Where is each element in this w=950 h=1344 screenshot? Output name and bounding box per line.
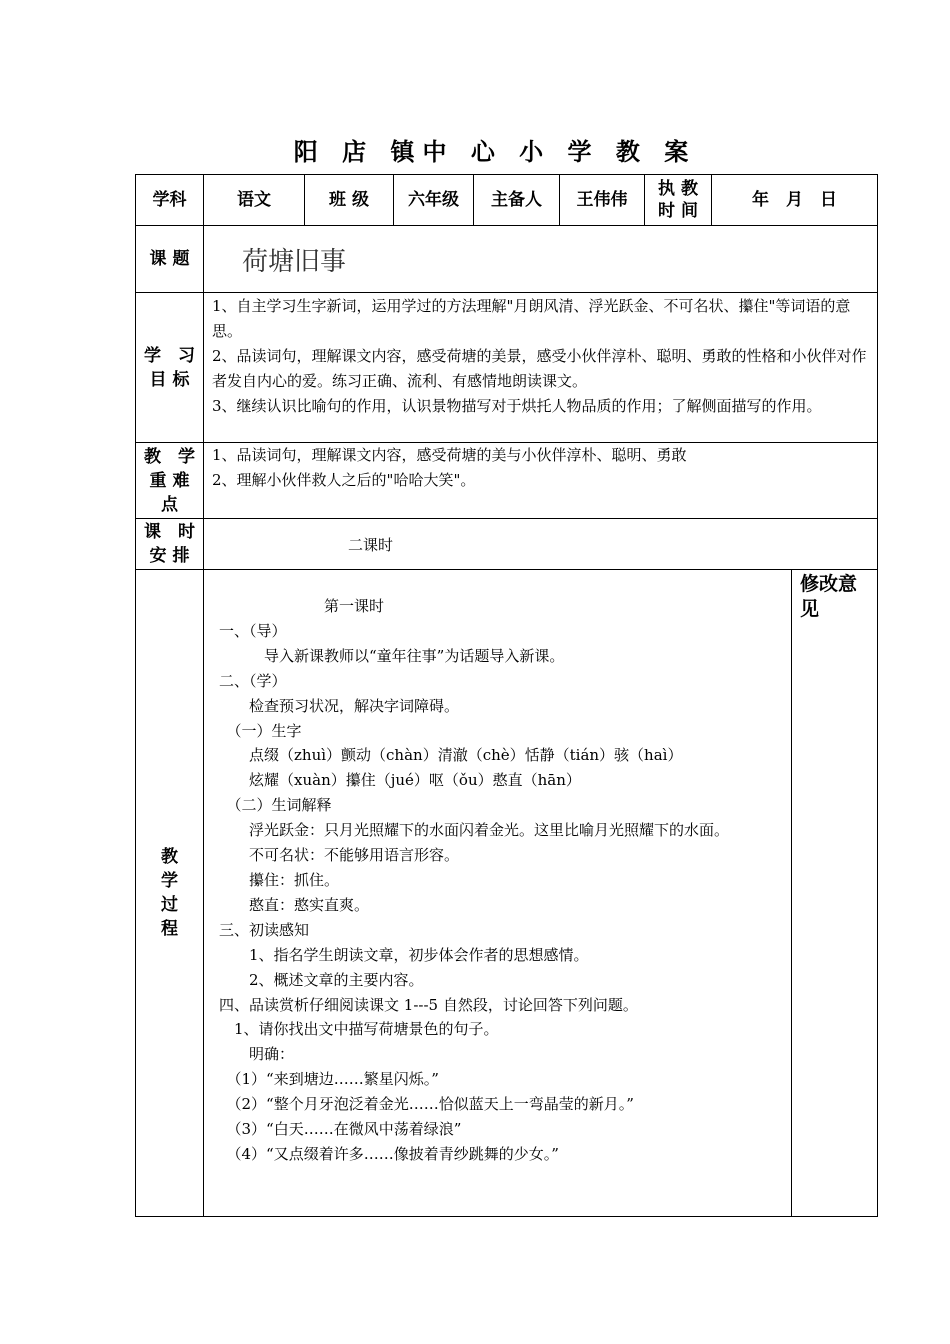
- process-line: 三、初读感知: [204, 920, 310, 939]
- process-line: 第一课时: [204, 597, 385, 615]
- schedule-value: 二课时: [204, 519, 878, 570]
- objective-item: 1、自主学习生字新词，运用学过的方法理解"月朗风清、浮光跃金、不可名状、攥住"等词语的意思。: [212, 297, 851, 340]
- key-point-item: 2、理解小伙伴救人之后的"哈哈大笑"。: [212, 471, 476, 489]
- objectives-label-line-2: 目 标: [149, 369, 190, 390]
- process-line: 攥住：抓住。: [204, 870, 340, 889]
- process-line: 1、请你找出文中描写荷塘景色的句子。: [204, 1020, 499, 1039]
- process-line: （1）“来到塘边……繁星闪烁。”: [204, 1070, 439, 1089]
- page-title: 阳 店 镇中 心 小 学 教 案: [293, 138, 697, 166]
- key-points-label-line-2: 重 难: [149, 470, 190, 491]
- process-line: 点缀（zhuì）颤动（chàn）清澈（chè）恬静（tián）骇（haì）: [204, 746, 683, 765]
- schedule-label-line-2: 安 排: [149, 546, 190, 566]
- subject-label: 学科: [136, 175, 204, 226]
- process-line: 憨直：憨实直爽。: [204, 895, 370, 914]
- process-line: 1、指名学生朗读文章，初步体会作者的思想感情。: [204, 945, 589, 964]
- preparer-value: 王伟伟: [560, 175, 645, 226]
- process-label-char: 教: [161, 847, 178, 867]
- process-line: 2、概述文章的主要内容。: [204, 970, 424, 989]
- process-line: （一）生字: [204, 721, 302, 740]
- process-line: 明确：: [204, 1045, 295, 1064]
- revision-notes: 修改意见: [792, 570, 878, 1217]
- preparer-label: 主备人: [474, 175, 560, 226]
- objective-item: 2、品读词句，理解课文内容，感受荷塘的美景，感受小伙伴淳朴、聪明、勇敢的性格和小伙伴对作者发自内心的爱。练习正确、流利、有感情地朗读课文。: [212, 347, 867, 390]
- teach-time-label-line-2: 时 间: [658, 201, 698, 221]
- header-row: [136, 175, 878, 226]
- process-row: [136, 570, 878, 1217]
- subject-value: 语文: [204, 175, 305, 226]
- process-line: 炫耀（xuàn）攥住（jué）呕（ǒu）憨直（hān）: [204, 771, 581, 790]
- objectives-label-line-1: 学 习: [144, 345, 195, 366]
- process-line: 一、（导）: [204, 621, 287, 640]
- objectives-content: [204, 293, 878, 443]
- topic-row: [136, 226, 878, 293]
- key-points-label-line-1: 教 学: [144, 446, 195, 467]
- schedule-row: [136, 519, 878, 570]
- process-line: 浮光跃金：只月光照耀下的水面闪着金光。这里比喻月光照耀下的水面。: [204, 821, 730, 840]
- class-value: 六年级: [394, 175, 474, 226]
- key-points-content: [204, 443, 878, 519]
- key-point-item: 1、品读词句，理解课文内容，感受荷塘的美与小伙伴淳朴、聪明、勇敢: [212, 446, 687, 464]
- topic-value: 荷塘旧事: [204, 226, 878, 293]
- topic-label: 课 题: [136, 226, 204, 293]
- process-line: （二）生词解释: [204, 796, 332, 815]
- process-label: [136, 570, 204, 1217]
- process-label-char: 程: [161, 919, 178, 939]
- class-label: 班 级: [305, 175, 394, 226]
- process-line: 不可名状：不能够用语言形容。: [204, 846, 460, 865]
- objectives-row: [136, 293, 878, 443]
- lesson-plan-table: [135, 174, 878, 1217]
- key-points-row: [136, 443, 878, 519]
- schedule-label-line-1: 课 时: [144, 522, 195, 542]
- process-label-char: 学: [161, 871, 178, 891]
- date-value: 年 月 日: [712, 175, 878, 226]
- teach-time-label-line-1: 执 教: [658, 179, 698, 199]
- process-line: （3）“白天……在微风中荡着绿浪”: [204, 1120, 462, 1139]
- key-points-label: [136, 443, 204, 519]
- process-label-char: 过: [161, 895, 178, 915]
- process-content: [204, 570, 792, 1217]
- process-line: 二、（学）: [204, 671, 287, 690]
- objective-item: 3、继续认识比喻句的作用，认识景物描写对于烘托人物品质的作用；了解侧面描写的作用。: [212, 397, 822, 415]
- process-line: （4）“又点缀着许多……像披着青纱跳舞的少女。”: [204, 1144, 559, 1163]
- key-points-label-line-3: 点: [161, 494, 178, 515]
- objectives-label: [136, 293, 204, 443]
- process-line: 四、品读赏析仔细阅读课文 1---5 自然段，讨论回答下列问题。: [204, 995, 638, 1014]
- process-line: （2）“整个月牙泡泛着金光……恰似蓝天上一弯晶莹的新月。”: [204, 1095, 634, 1114]
- schedule-label: [136, 519, 204, 570]
- process-line: 导入新课教师以“童年往事”为话题导入新课。: [204, 646, 565, 665]
- teach-time-label: [645, 175, 712, 226]
- process-line: 检查预习状况，解决字词障碍。: [204, 696, 460, 715]
